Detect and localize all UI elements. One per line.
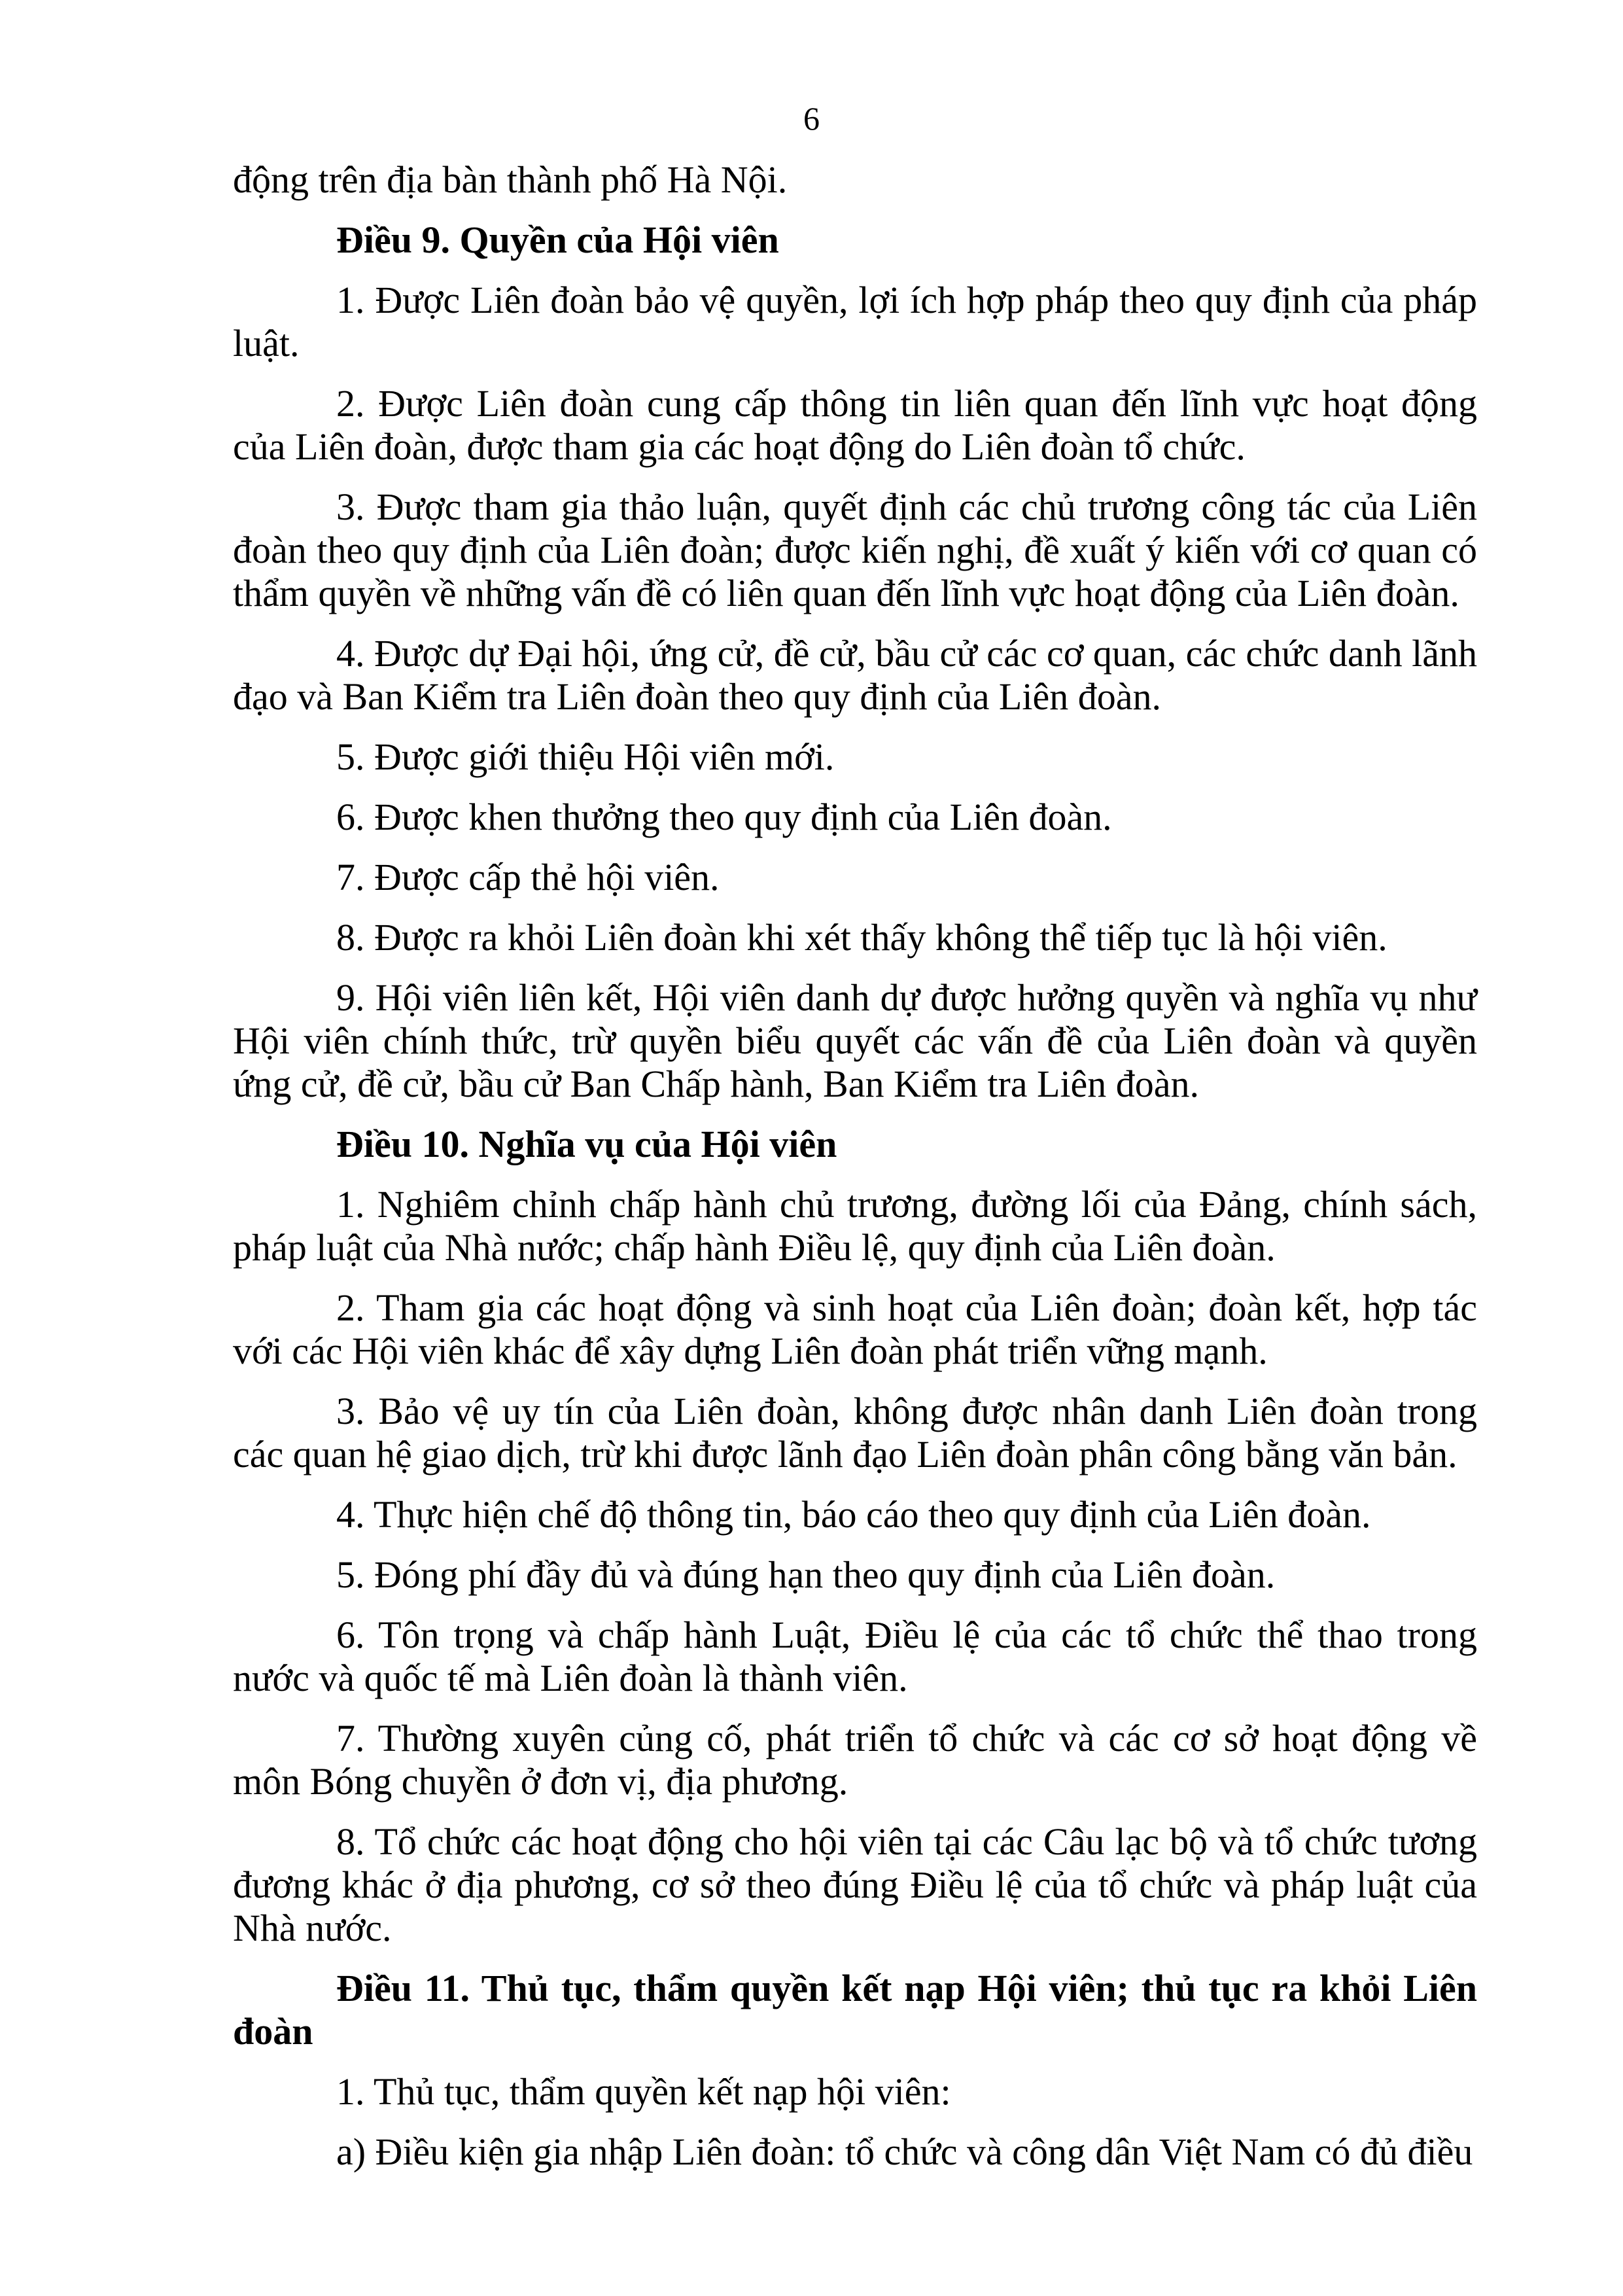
paragraph: 5. Đóng phí đầy đủ và đúng hạn theo quy định của Liên đoàn. (336, 1553, 1276, 1596)
paragraph: 8. Được ra khỏi Liên đoàn khi xét thấy không thể tiếp tục là hội viên. (336, 916, 1387, 959)
paragraph: 5. Được giới thiệu Hội viên mới. (336, 735, 835, 778)
paragraph: 9. Hội viên liên kết, Hội viên danh dự được hưởng quyền và nghĩa vụ như Hội viên chính thức, trừ quyền biểu quyết các vấn đề của Liên đoàn và quyền ứng cử, đề cử, bầu cử Ban Chấp hành, Ban Kiểm tra Liên đoàn. (233, 976, 1477, 1105)
article-heading: Điều 11. Thủ tục, thẩm quyền kết nạp Hội viên; thủ tục ra khỏi Liên đoàn (233, 1967, 1477, 2053)
paragraph: 1. Nghiêm chỉnh chấp hành chủ trương, đường lối của Đảng, chính sách, pháp luật của Nhà nước; chấp hành Điều lệ, quy định của Liên đoàn. (233, 1183, 1477, 1269)
paragraph: động trên địa bàn thành phố Hà Nội. (233, 158, 788, 201)
paragraph: 3. Được tham gia thảo luận, quyết định các chủ trương công tác của Liên đoàn theo quy định của Liên đoàn; được kiến nghị, đề xuất ý kiến với cơ quan có thẩm quyền về những vấn đề có liên quan đến lĩnh vực hoạt động của Liên đoàn. (233, 486, 1477, 614)
paragraph: 1. Thủ tục, thẩm quyền kết nạp hội viên: (336, 2070, 951, 2113)
paragraph: 8. Tổ chức các hoạt động cho hội viên tại các Câu lạc bộ và tổ chức tương đương khác ở địa phương, cơ sở theo đúng Điều lệ của tổ chức và pháp luật của Nhà nước. (233, 1820, 1477, 1949)
paragraph: 7. Thường xuyên củng cố, phát triển tổ chức và các cơ sở hoạt động về môn Bóng chuyền ở đơn vị, địa phương. (233, 1717, 1477, 1803)
paragraph: 7. Được cấp thẻ hội viên. (336, 856, 720, 898)
paragraph: a) Điều kiện gia nhập Liên đoàn: tổ chức và công dân Việt Nam có đủ điều (336, 2130, 1473, 2173)
article-heading: Điều 10. Nghĩa vụ của Hội viên (336, 1123, 837, 1165)
paragraph: 2. Tham gia các hoạt động và sinh hoạt của Liên đoàn; đoàn kết, hợp tác với các Hội viên khác để xây dựng Liên đoàn phát triển vững mạnh. (233, 1286, 1477, 1372)
paragraph: 6. Được khen thưởng theo quy định của Liên đoàn. (336, 796, 1112, 838)
paragraph: 2. Được Liên đoàn cung cấp thông tin liên quan đến lĩnh vực hoạt động của Liên đoàn, được tham gia các hoạt động do Liên đoàn tổ chức. (233, 382, 1477, 468)
paragraph: 1. Được Liên đoàn bảo vệ quyền, lợi ích hợp pháp theo quy định của pháp luật. (233, 279, 1477, 364)
paragraph: 6. Tôn trọng và chấp hành Luật, Điều lệ của các tổ chức thể thao trong nước và quốc tế mà Liên đoàn là thành viên. (233, 1614, 1477, 1699)
paragraph: 4. Được dự Đại hội, ứng cử, đề cử, bầu cử các cơ quan, các chức danh lãnh đạo và Ban Kiểm tra Liên đoàn theo quy định của Liên đoàn. (233, 632, 1477, 718)
document-body (233, 158, 1477, 2191)
page-number: 6 (803, 100, 820, 137)
article-heading: Điều 9. Quyền của Hội viên (336, 219, 779, 261)
paragraph: 4. Thực hiện chế độ thông tin, báo cáo theo quy định của Liên đoàn. (336, 1493, 1371, 1536)
paragraph: 3. Bảo vệ uy tín của Liên đoàn, không được nhân danh Liên đoàn trong các quan hệ giao dịch, trừ khi được lãnh đạo Liên đoàn phân công bằng văn bản. (233, 1390, 1477, 1475)
